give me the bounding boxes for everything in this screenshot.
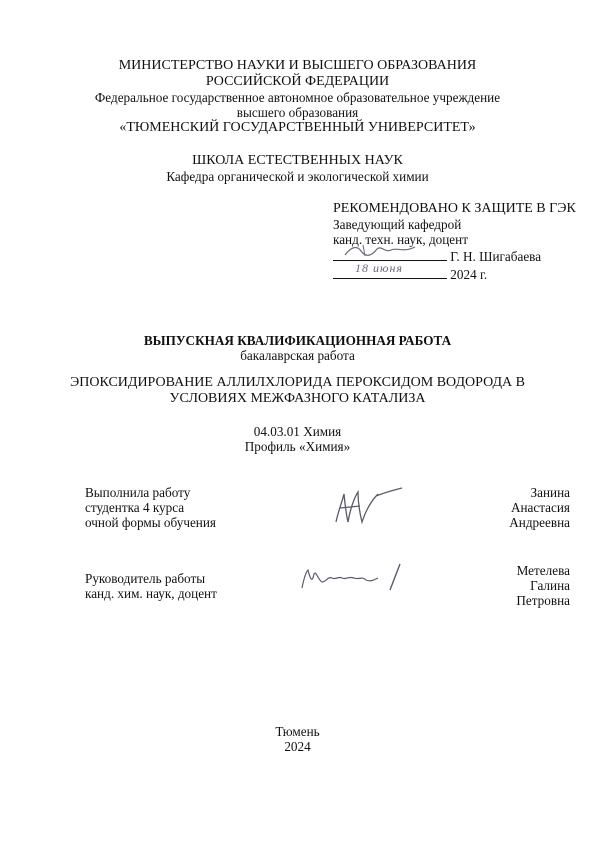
supervisor-labels <box>85 571 217 601</box>
approval-role: Заведующий кафедрой <box>333 217 462 232</box>
student-first-name: Анастасия <box>510 500 570 516</box>
specialty-code: 04.03.01 Химия <box>253 424 342 439</box>
approval-date-line <box>333 260 583 282</box>
footer-city: Тюмень <box>275 724 320 739</box>
supervisor-label-1: Руководитель работы <box>85 571 206 586</box>
student-patronymic: Андреевна <box>509 515 570 531</box>
school-name: ШКОЛА ЕСТЕСТВЕННЫХ НАУК <box>192 153 403 168</box>
ministry-line-2: РОССИЙСКОЙ ФЕДЕРАЦИИ <box>205 74 390 89</box>
topic-line-1: ЭПОКСИДИРОВАНИЕ АЛЛИЛХЛОРИДА ПЕРОКСИДОМ ВОДОРОДА В <box>70 375 525 390</box>
supervisor-first-name: Галина <box>530 578 570 594</box>
student-label-2: студентка 4 курса <box>85 500 185 516</box>
supervisor-name-block <box>516 563 570 609</box>
university-name: «ТЮМЕНСКИЙ ГОСУДАРСТВЕННЫЙ УНИВЕРСИТЕТ» <box>119 120 476 136</box>
specialty-block <box>0 424 595 454</box>
student-labels <box>85 485 216 531</box>
institution-line-2: высшего образования <box>236 105 359 121</box>
approval-year: 2024 г. <box>450 266 488 282</box>
date-blank <box>333 260 447 279</box>
handwritten-date: 18 июня <box>355 260 403 275</box>
header-block <box>0 58 595 136</box>
school-block <box>0 153 595 184</box>
topic-block <box>0 375 595 407</box>
footer-year: 2024 <box>284 739 311 755</box>
institution-line-1: Федеральное государственное автономное образовательное учреждение <box>94 90 501 105</box>
student-signature-icon <box>330 486 410 528</box>
work-type-block <box>0 333 595 363</box>
supervisor-label-2: канд. хим. наук, доцент <box>85 586 217 602</box>
supervisor-signature-icon <box>296 560 408 596</box>
work-type-subtitle: бакалаврская работа <box>240 348 355 364</box>
supervisor-patronymic: Петровна <box>516 593 570 609</box>
approval-name: Г. Н. Шигабаева <box>450 249 542 265</box>
approval-block <box>333 201 583 282</box>
approval-title: РЕКОМЕНДОВАНО К ЗАЩИТЕ В ГЭК <box>333 201 576 216</box>
student-label-3: очной формы обучения <box>85 515 216 531</box>
footer-block <box>0 724 595 754</box>
department-name: Кафедра органической и экологической химии <box>166 169 429 184</box>
specialty-profile: Профиль «Химия» <box>244 439 351 455</box>
signature-blank <box>333 247 447 261</box>
topic-line-2: УСЛОВИЯХ МЕЖФАЗНОГО КАТАЛИЗА <box>169 391 426 406</box>
head-signature-icon <box>341 241 421 261</box>
student-label-1: Выполнила работу <box>85 485 191 500</box>
student-name-block <box>509 485 570 531</box>
work-type-title: ВЫПУСКНАЯ КВАЛИФИКАЦИОННАЯ РАБОТА <box>143 333 452 348</box>
ministry-line-1: МИНИСТЕРСТВО НАУКИ И ВЫСШЕГО ОБРАЗОВАНИЯ <box>118 58 477 73</box>
supervisor-surname: Метелева <box>516 563 570 578</box>
approval-degree: канд. техн. наук, доцент <box>333 232 468 248</box>
student-surname: Занина <box>530 485 570 500</box>
